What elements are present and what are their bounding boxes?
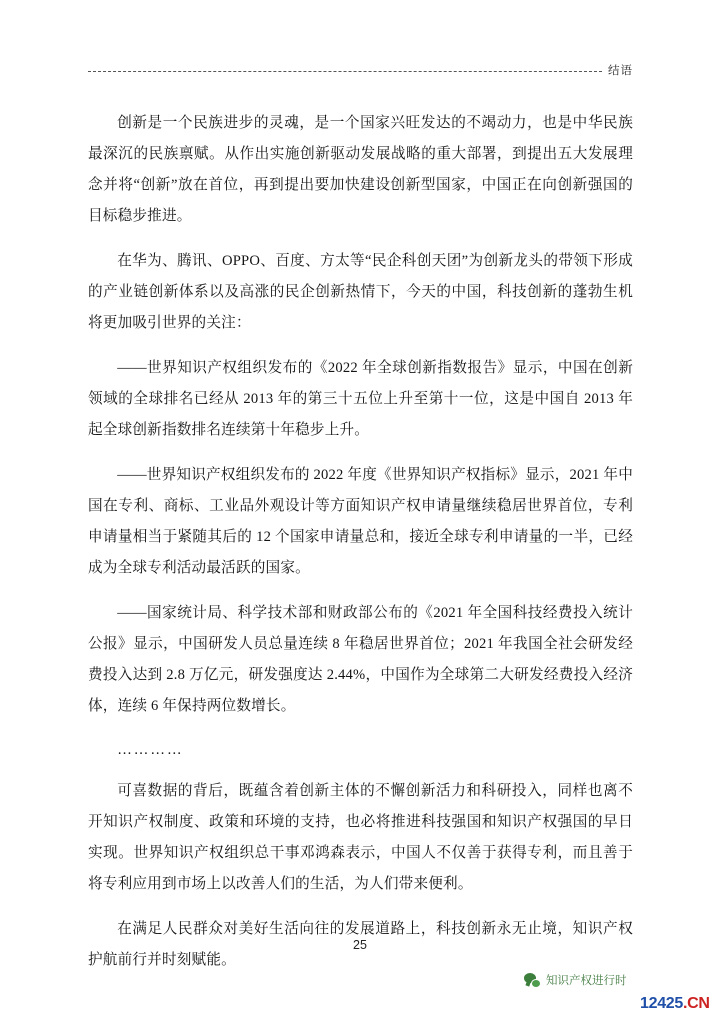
page-header bbox=[88, 62, 633, 78]
site-watermark bbox=[640, 995, 710, 1013]
wechat-account-badge bbox=[524, 972, 627, 988]
paragraph: 在华为、腾讯、OPPO、百度、方太等“民企科创天团”为创新龙头的带领下形成的产业链创新体系以及高涨的民企创新热情下，今天的中国，科技创新的蓬勃生机将更加吸引世界的关注： bbox=[88, 253, 633, 331]
site-watermark-domain: .CN bbox=[683, 995, 710, 1012]
paragraph: ——世界知识产权组织发布的 2022 年度《世界知识产权指标》显示，2021 年中国在专利、商标、工业品外观设计等方面知识产权申请量继续稳居世界首位，专利申请量相当于紧随其后的 12 个国家申请量总和，接近全球专利申请量的一半，已经成为全球专利活动最活跃的国家。 bbox=[88, 467, 633, 576]
paragraph: 可喜数据的背后，既蕴含着创新主体的不懈创新活力和科研投入，同样也离不开知识产权制度、政策和环境的支持，也必将推进科技强国和知识产权强国的早日实现。世界知识产权组织总干事邓鸿森表示，中国人不仅善于获得专利，而且善于将专利应用到市场上以改善人们的生活，为人们带来便利。 bbox=[88, 783, 633, 892]
page-number: 25 bbox=[353, 938, 367, 952]
paragraph: 创新是一个民族进步的灵魂，是一个国家兴旺发达的不竭动力，也是中华民族最深沉的民族禀赋。从作出实施创新驱动发展战略的重大部署，到提出五大发展理念并将“创新”放在首位，再到提出要加快建设创新型国家，中国正在向创新强国的目标稳步推进。 bbox=[88, 115, 633, 224]
header-section-label: 结语 bbox=[608, 65, 633, 77]
wechat-icon bbox=[524, 973, 541, 988]
paragraph: ——世界知识产权组织发布的《2022 年全球创新指数报告》显示，中国在创新领域的全球排名已经从 2013 年的第三十五位上升至第十一位，这是中国自 2013 年起全球创新指数排名连续第十年稳步上升。 bbox=[88, 360, 633, 438]
site-watermark-number: 12425 bbox=[640, 995, 683, 1012]
ellipsis-line: ………… bbox=[117, 742, 184, 758]
paragraph: 在满足人民群众对美好生活向往的发展道路上，科技创新永无止境，知识产权护航前行并时刻赋能。 bbox=[88, 921, 633, 968]
document-body bbox=[88, 108, 633, 990]
wechat-account-name: 知识产权进行时 bbox=[546, 975, 627, 987]
header-divider-line bbox=[88, 71, 602, 72]
paragraph: ——国家统计局、科学技术部和财政部公布的《2021 年全国科技经费投入统计公报》显示，中国研发人员总量连续 8 年稳居世界首位；2021 年我国全社会研发经费投入达到 2.8 万亿元，研发强度达 2.44%，中国作为全球第二大研发经费投入经济体，连续 6 年保持两位数增长。 bbox=[88, 605, 633, 714]
